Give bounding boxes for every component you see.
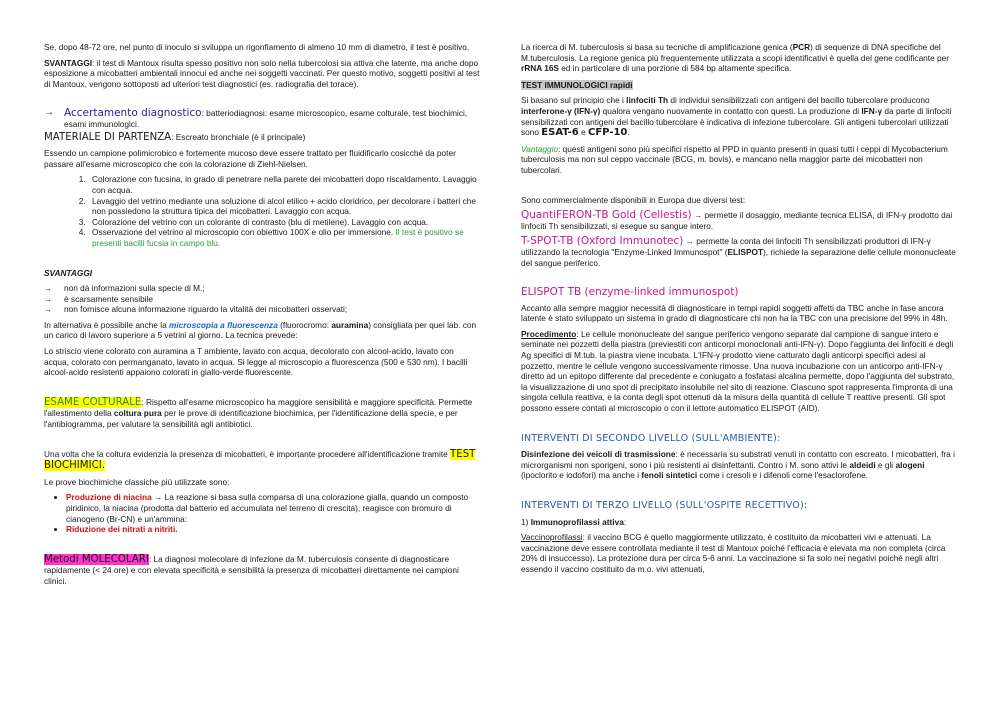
commerciali-paragraph: Sono commercialmente disponibili in Europa due diversi test: [521, 194, 746, 205]
ricerca-post: ed in particolare di una porzione di 584 bp altamente specifica. [558, 63, 792, 74]
molecolari-paragraph [44, 554, 480, 587]
immuno-heading-paragraph [521, 80, 961, 91]
colturale-post: per le prove di identificazione biochimica, per l'identificazione della specie, e per l'antibiogramma, per valutare la sensibilità agli antibiotici. [44, 408, 458, 430]
materiale-paragraph [44, 132, 480, 144]
disinfezione-term: Disinfezione dei veicoli di trasmissione [521, 449, 676, 460]
alt-mid: (fluorocromo: [277, 319, 332, 330]
vaccinoprofilassi-label: Vaccinoprofilassi [521, 532, 583, 543]
unavolta-text: Una volta che la coltura evidenzia la presenza di micobatteri, è importante procedere all'identificazione tramite [44, 448, 451, 459]
svantaggi2-label: SVANTAGGI [44, 267, 93, 278]
staining-steps-list [44, 174, 480, 248]
ifn-term: interferone-γ (IFN-γ) [521, 105, 601, 116]
immuno-mid2: qualora vengano nuovamente in contatto con questi. La produzione di [600, 105, 862, 116]
list-item: 1. Colorazione con fucsina, in grado di penetrare nella parete dei micobatteri dopo riscaldamento. Lavaggio con acqua. [88, 174, 480, 195]
prove-list [44, 492, 480, 534]
disinf-mid: (ipoclorito e iodofori) ma anche i [521, 470, 642, 481]
immuno-end: . [627, 127, 630, 138]
immunoprofilassi-term: Immunoprofilassi attiva [530, 516, 624, 527]
svantaggi-label: SVANTAGGI [44, 57, 93, 68]
molecolari-text: : La diagnosi molecolare di infezione da M. tuberculosis consente di diagnosticare rapidamente (< 24 ore) e con elevata specificità e sensibilità la presenza di micobatteri direttamente nei campioni clinici. [44, 553, 459, 586]
aldeidi-term: aldeidi [849, 459, 876, 470]
procedimento-text: : Le cellule mononucleate del sangue periferico vengono separate dal campione di sangue intero e seminate nei pozzetti della piastra (previestiti con anticorpi monoclonali anti-IFN-γ). Dopo l'aggiunta dei linfociti e degli Ag specifici di M.tub. la piastra viene incubata. L'IFN-γ prodotto viene catturato dagli anticorpi specifici adesi al pozzetto, mentre le cellule vengono successivamente rimosse. Una nuova incubazione con un anticorpo anti-IFN-γ diretto ad un epitopo differente dal precedente e coniugato a fosfatasi alcalina permette, dopo l'aggiunta del substrato, la visualizzazione di uno spot di precipitato insolubile nel sito di reazione. Ciascuno spot rappresenta l'impronta di una singola cellula reattiva, e la conta degli spot ottenuti dà la misura della quantità di cellule T reattive presenti. Gli spot possono essere contati al microscopio o con il lettore automatico ELISPOT (AID). [521, 328, 955, 414]
vantaggio-paragraph [521, 144, 961, 176]
terzo-livello-heading: INTERVENTI DI TERZO LIVELLO (SULL'OSPITE RECETTIVO): [521, 500, 808, 511]
fluorescenza-term: microscopia a fluorescenza [169, 319, 278, 330]
arrow-icon: → [44, 304, 53, 315]
alogeni-term: alogeni [895, 459, 925, 470]
disinf-post: come i cresoli e i difenoli come l'esaclorofene. [697, 470, 868, 481]
tspot-paragraph [521, 236, 961, 268]
quantiferon-paragraph [521, 210, 961, 231]
quantiferon-heading: QuantiFERON-TB Gold (Cellestis) [521, 209, 692, 222]
list-item [44, 283, 480, 294]
tspot-post: ), richiede la separazione delle cellule mononucleate del sangue periferico. [521, 246, 956, 268]
arrow-icon: → [44, 107, 54, 119]
elispot-term: ELISPOT [727, 246, 764, 257]
list-item [66, 492, 480, 524]
elispot-paragraph: Accanto alla sempre maggior necessità di diagnosticare in tempi rapidi soggetti affetti da TBC anche in fase ancora latente è stato sviluppato un sistema in grado di diagnosticare chi non ha la TBC con una precisione del 99% in 48h. [521, 302, 948, 324]
ricerca-mid: ) di sequenze di DNA specifiche del M.tuberculosis. La regione genica più frequentemente utilizzata a scopi identificativi è quella del gene codificante per [521, 42, 950, 63]
arrow-icon: → [44, 293, 53, 304]
procedimento-label: Procedimento [521, 328, 577, 339]
immunoprofilassi-paragraph [521, 517, 961, 528]
immuno-mid3: da parte di linfociti sensibilizzati con antigeni del bacillo tubercolare è indicativa di infezione tubercolare. Gli antigeni tubercolari utilizzati sono [521, 105, 952, 138]
step4-positive-note: Il test è positivo se presenti bacilli fucsia in campo blu. [92, 227, 464, 248]
disinfezione-paragraph [521, 449, 961, 481]
immuno-mid1: di individui sensibilizzati con antigeni del bacillo tubercolare producono [668, 95, 930, 106]
immunoprofilassi-colon: : [623, 516, 627, 527]
tspot-pre: → permette la conta dei linfociti Th sensibilizzati produttori di IFN-γ utilizzando la tecnologia "Enzyme-Linked Immunospot" ( [521, 236, 931, 257]
auramina-term: auramina [331, 319, 369, 330]
colturale-pre: : Rispetto all'esame microscopico ha maggiore sensibilità e maggiore specificità. Permette l'allestimento della [44, 396, 473, 419]
niacina-term: Produzione di niacina [66, 492, 152, 503]
svantaggi2-heading [44, 268, 480, 279]
elispot-heading-paragraph [521, 287, 961, 298]
pcr-term: PCR [792, 42, 811, 52]
pcr-paragraph [521, 42, 961, 74]
colturale-heading: ESAME COLTURALE [44, 396, 142, 408]
list-item [88, 227, 480, 248]
list-item-text: non fornisce alcuna informazione riguardo la vitalità dei micobatteri osservati; [64, 304, 348, 315]
materiale-heading: MATERIALE DI PARTENZA [44, 131, 172, 143]
rrna-term: rRNA 16S [521, 63, 559, 74]
svantaggi2-list [44, 283, 480, 315]
list-item-text: non dà informazioni sulla specie di M.; [64, 283, 205, 294]
quantiferon-text: → permette il dosaggio, mediante tecnica ELISA, di IFN-γ prodotto dai linfociti Th sensibilizzati, si esegue su sangue intero. [521, 210, 953, 231]
alt-post: ) consigliata per quei lab. con un carico di lavoro superiore a 5 vetrini al giorno. La tecnica prevede: [44, 319, 477, 341]
campione-paragraph: Essendo un campione polimicrobico e fortemente mucoso deve essere trattato per fluidificarlo cosicché da poter passare all'esame microscopico che con la colorazione di Ziehl-Nielsen. [44, 148, 456, 169]
terzo-livello-heading-paragraph [521, 500, 961, 512]
coltura-pura-term: coltura pura [113, 408, 162, 419]
procedimento-paragraph [521, 329, 961, 414]
list-item-text: è scarsamente sensibile [64, 293, 154, 304]
right-column [521, 42, 961, 580]
vaccinoprofilassi-paragraph [521, 532, 961, 574]
secondo-livello-heading: INTERVENTI DI SECONDO LIVELLO (SULL'AMBIENTE): [521, 432, 781, 444]
immuno-e: e [578, 127, 588, 138]
molecolari-heading: Metodi MOLECOLARI [44, 553, 149, 565]
unavolta-paragraph [44, 449, 480, 472]
disinf-pre: : è necessaria su substrati venuti in contatto con escreato. I micobatteri, fra i microrganismi non sporigeni, sono i più resistenti ai disinfettanti. Contro i M. sono attivi le [521, 449, 955, 470]
immuno-heading: TEST IMMUNOLOGICI rapidi [521, 79, 633, 90]
arrow-icon: → [44, 283, 53, 294]
esat-term: ESAT-6 [541, 127, 579, 139]
niacina-text: → La reazione si basa sulla comparsa di una colorazione gialla, quando un composto piridinico, la niacina (prodotta dal batterio ed accumulata nel terreno di crescita), reagisce con bromuro di cianogeno (Br-CN) e un'ammina: [66, 492, 469, 524]
linfociti-term: linfociti Th [626, 95, 669, 106]
vaccinoprofilassi-text: : il vaccino BCG è quello maggiormente utilizzato, è costituito da micobatteri vivi e attenuati. La vaccinazione deve essere controllata mediante il test di Mantoux poiché l'efficacia è elevata ma non completa (circa 20% di insuccesso). La protezione dura per circa 5-6 anni. La vaccinazione si fa solo nei negativi poiché negli altri essendo il vaccino costituito da m.o. vivi attenuati, [521, 532, 946, 574]
list-item [44, 304, 480, 315]
secondo-livello-heading-paragraph [521, 433, 961, 445]
svantaggi-text: : il test di Mantoux risulta spesso positivo non solo nella tubercolosi sia attiva che latente, ma anche dopo esposizione a micobatteri ambientali innocui ed anche nei soggetti vaccinati. Per questo motivo, soggetti positivi al test di Mantoux, vengono sottoposti ad ulteriori test diagnostici (es. radiografia del torace). [44, 57, 480, 89]
elispot-heading: ELISPOT TB (enzyme-linked immunospot) [521, 286, 739, 299]
vantaggio-text: : questi antigeni sono più specifici rispetto al PPD in quanto presenti in quasi tutti i ceppi di Mycobacterium tuberculosis ma non sul ceppo vaccinale (BCG, m. bovis), e mancano nella maggior parte dei micobatteri non tubercolari. [521, 143, 948, 175]
alt-pre: In alternativa è possibile anche la [44, 319, 169, 330]
immuno-paragraph [521, 95, 961, 138]
svantaggi-paragraph [44, 58, 480, 90]
left-column [44, 42, 480, 592]
cfp-term: CFP-10 [588, 127, 628, 139]
immunoprofilassi-number: 1) [521, 516, 531, 527]
list-item [44, 294, 480, 305]
list-item: 2. Lavaggio del vetrino mediante una soluzione di alcol etilico + acido cloridrico, per decolorare i batteri che non possiedono la struttura tipica dei micobatteri. Lavaggio con acqua. [88, 196, 480, 217]
accertamento-text: : batteriodiagnosi: esame microscopico, esame colturale, test biochimici, esami immunologici. [64, 108, 468, 129]
vantaggio-label: Vantaggio [521, 143, 559, 154]
mantoux-result-paragraph: Se, dopo 48-72 ore, nel punto di inoculo si sviluppa un rigonfiamento di almeno 10 mm di diametro, il test è positivo. [44, 42, 470, 52]
striscio-paragraph: Lo striscio viene colorato con auramina a T ambiente, lavato con acqua, decolorato con alcool-acido, lavato con acqua, colorato con permanganato, lavato in acqua. Si legge al microscopio a fluorescenza (500 e 530 nm). I bacilli alcool-acido resistenti appaiono colorati in giallo-verde fluorescente. [44, 346, 468, 378]
fluorescenza-paragraph [44, 320, 480, 341]
materiale-text: : Escreato bronchiale (è il principale) [171, 131, 306, 142]
nitrati-term: Riduzione dei nitrati a nitriti. [66, 524, 178, 535]
list-item: 3. Colorazione del vetrino con un colorante di contrasto (blu di metilene). Lavaggio con acqua. [88, 217, 480, 228]
fenoli-term: fenoli sintetici [641, 470, 698, 481]
prove-paragraph: Le prove biochimiche classiche più utilizzate sono: [44, 476, 230, 487]
tspot-heading: T-SPOT-TB (Oxford Immunotec) [521, 235, 684, 248]
accertamento-heading: Accertamento diagnostico [64, 107, 202, 120]
disinf-e: e gli [875, 459, 896, 470]
ricerca-pre: La ricerca di M. tuberculosis si basa su tecniche di amplificazione genica ( [521, 42, 793, 52]
accertamento-row [44, 108, 480, 129]
list-item [66, 524, 480, 535]
step4-text: Osservazione del vetrino al microscopio con obiettivo 100X e olio per immersione. [92, 227, 396, 238]
immuno-pre: Si basano sul principio che i [521, 95, 627, 106]
test-biochimici-heading: TEST BIOCHIMICI. [44, 448, 476, 472]
colturale-paragraph [44, 397, 480, 430]
ifn-term-2: IFN-γ [861, 105, 883, 116]
